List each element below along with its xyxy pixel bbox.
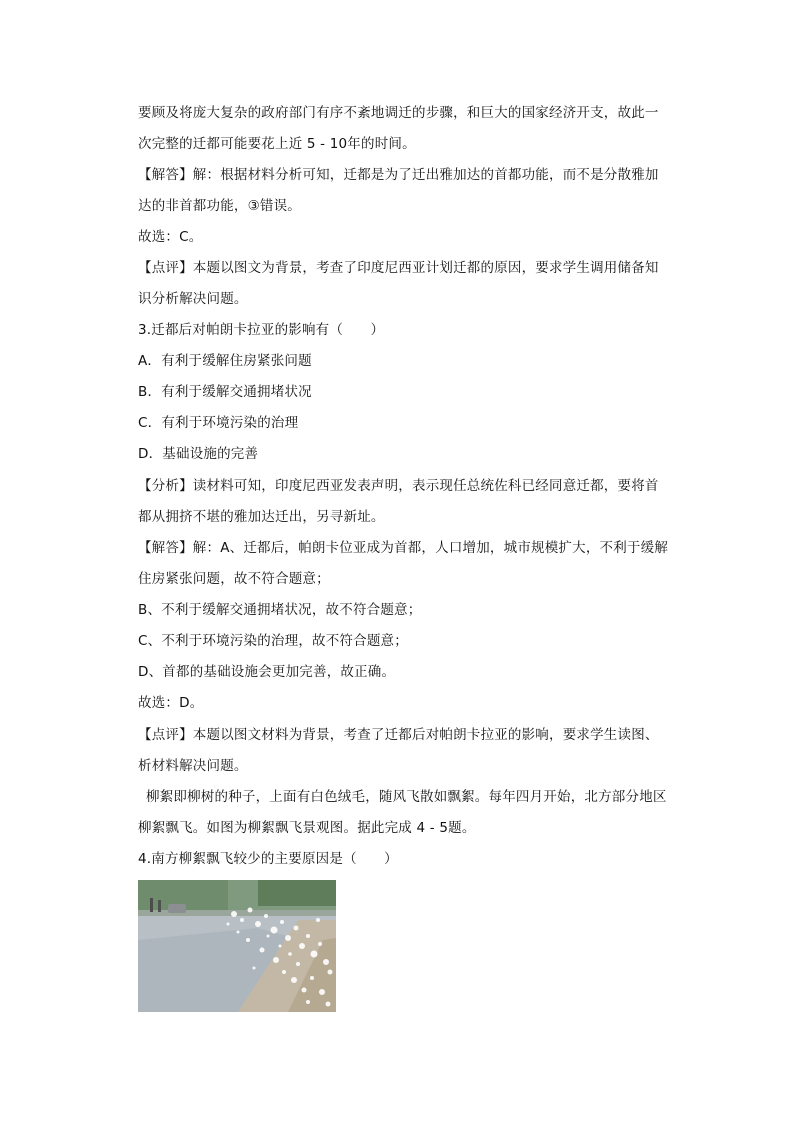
answer-line: 【解答】解：根据材料分析可知，迁都是为了迁出雅加达的首都功能，而不是分散雅加	[138, 167, 659, 183]
question-4: 4.南方柳絮飘飞较少的主要原因是（ ）	[138, 851, 398, 867]
passage-line: 柳絮即柳树的种子，上面有白色绒毛，随风飞散如飘絮。每年四月开始，北方部分地区	[146, 789, 667, 805]
option-b: B．有利于缓解交通拥堵状况	[138, 384, 312, 400]
text-line: C、不利于环境污染的治理，故不符合题意；	[138, 633, 408, 649]
answer-line: 【解答】解：A、迁都后，帕朗卡位亚成为首都，人口增加，城市规模扩大，不利于缓解	[138, 540, 669, 556]
option-a: A．有利于缓解住房紧张问题	[138, 353, 312, 369]
comment-line: 【点评】本题以图文材料为背景，考查了迁都后对帕朗卡拉亚的影响，要求学生读图、	[138, 727, 659, 743]
analysis-line: 【分析】读材料可知，印度尼西亚发表声明，表示现任总统佐科已经同意迁都，要将首	[138, 478, 659, 494]
text-line: 析材料解决问题。	[138, 758, 248, 774]
willow-catkin-illustration	[138, 880, 336, 1012]
passage-line: 柳絮飘飞。如图为柳絮飘飞景观图。据此完成 4 - 5题。	[138, 820, 476, 836]
text-line: 识分析解决问题。	[138, 291, 248, 307]
text-line: 都从拥挤不堪的雅加达迁出，另寻新址。	[138, 509, 385, 525]
choice-result: 故选：C。	[138, 229, 203, 245]
option-c: C．有利于环境污染的治理	[138, 415, 299, 431]
text-line: 要顾及将庞大复杂的政府部门有序不紊地调迁的步骤，和巨大的国家经济开支，故此一	[138, 105, 659, 121]
willow-catkin-photo	[138, 880, 336, 1012]
comment-line: 【点评】本题以图文为背景，考查了印度尼西亚计划迁都的原因，要求学生调用储备知	[138, 260, 659, 276]
text-line: D、首都的基础设施会更加完善，故正确。	[138, 664, 396, 680]
option-d: D．基础设施的完善	[138, 446, 259, 462]
text-line: 次完整的迁都可能要花上近 5 - 10年的时间。	[138, 136, 416, 152]
text-line: B、不利于缓解交通拥堵状况，故不符合题意；	[138, 602, 422, 618]
text-line: 达的非首都功能，③错误。	[138, 198, 302, 214]
choice-result: 故选：D。	[138, 695, 204, 711]
question-3: 3.迁都后对帕朗卡拉亚的影响有（ ）	[138, 322, 385, 338]
text-line: 住房紧张问题，故不符合题意；	[138, 571, 330, 587]
